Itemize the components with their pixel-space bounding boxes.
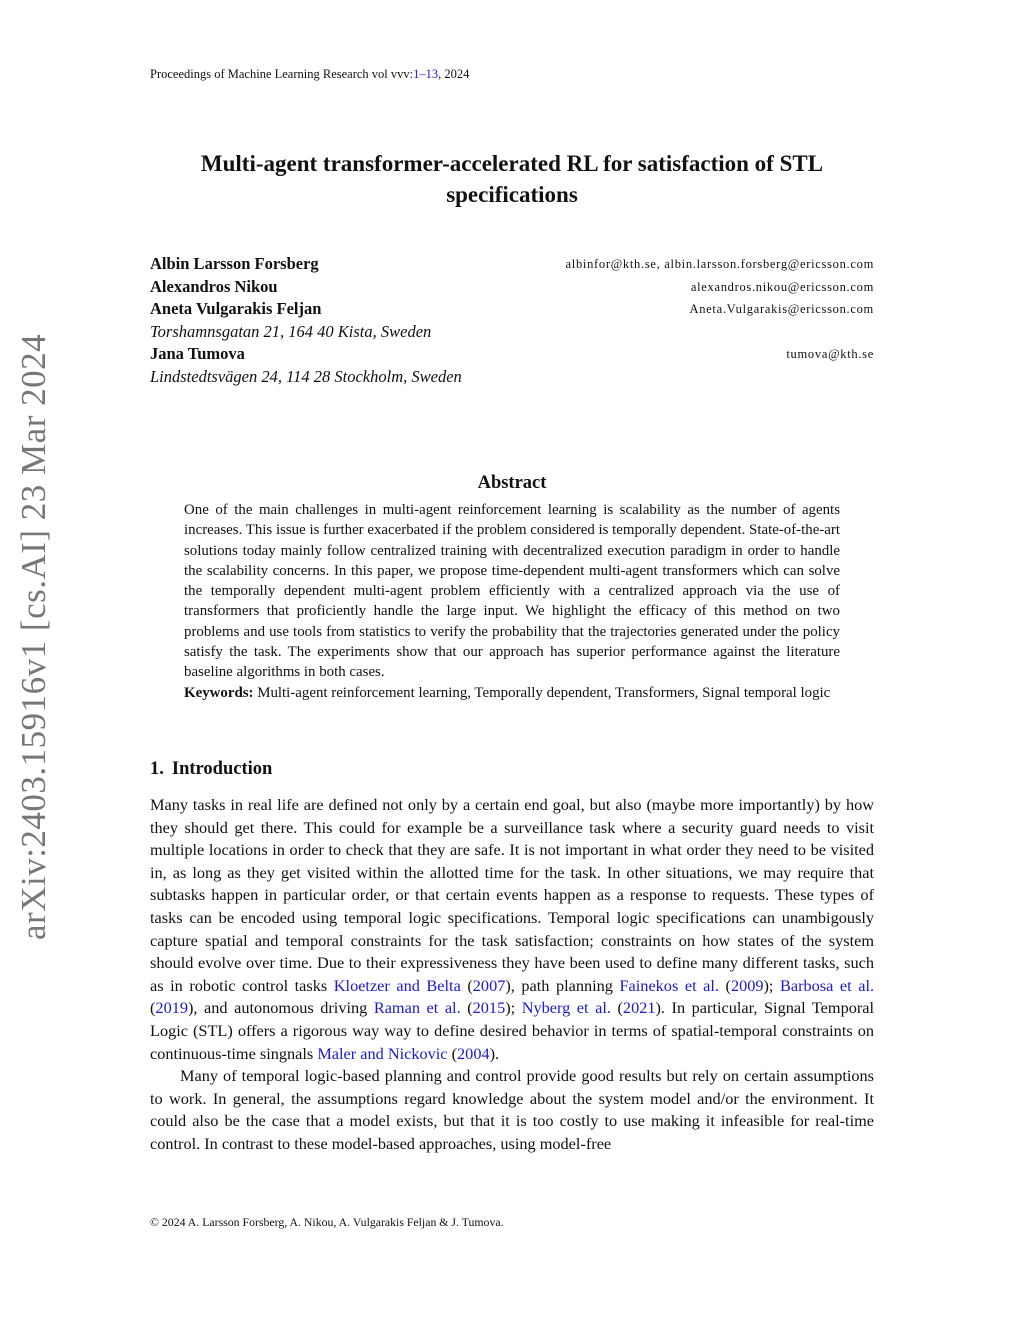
author-email: alexandros.nikou@ericsson.com: [690, 279, 874, 294]
author-email: tumova@kth.se: [786, 347, 874, 361]
citation-link[interactable]: Barbosa et al.: [780, 975, 875, 995]
abstract-heading: Abstract: [477, 473, 547, 493]
keywords-text: Multi-agent reinforcement learning, Temporally dependent, Transformers, Signal temporal logic: [257, 684, 831, 701]
citation-year-link[interactable]: 2015: [472, 998, 506, 1018]
paper-title: Multi-agent transformer-accelerated RL for satisfaction of STL specifications: [200, 151, 824, 207]
author-email: Aneta.Vulgarakis@ericsson.com: [689, 302, 874, 316]
author-block: [150, 254, 874, 389]
header-suffix: , 2024: [438, 67, 470, 81]
citation-year-link[interactable]: 2009: [730, 975, 764, 995]
affiliation: Lindstedtsvägen 24, 114 28 Stockholm, Sweden: [150, 366, 462, 386]
citation-year-link[interactable]: 2021: [622, 998, 656, 1018]
section-title: Introduction: [171, 759, 273, 779]
text-run: , path planning: [510, 975, 620, 995]
citation-link[interactable]: Maler and Nickovic: [317, 1043, 448, 1063]
citation-link[interactable]: Kloetzer and Belta: [333, 975, 461, 995]
text-run: .: [495, 1043, 500, 1063]
abstract-body: [184, 500, 840, 703]
abstract-text: One of the main challenges in multi-agent reinforcement learning is scalability as the number of agents increases. This issue is further exacerbated if the problem considered is temporally dependent. State-of-the-art solutions today mainly follow centralized training with decentralized execution paradigm in order to handle the scalability concerns. In this paper, we propose time-dependent multi-agent transformers which can solve the temporally dependent multi-agent problem efficiently with a centralized approach via the use of transformers that proficiently handle the large input. We highlight the efficacy of this method on two problems and use tools from statistics to verify the probability that the trajectories generated under the policy satisfy the task. The experiments show that our approach has superior performance against the literature baseline algorithms in both cases.: [184, 502, 840, 681]
text-run: , and autonomous driving: [193, 998, 374, 1018]
section-number: 1.: [150, 759, 164, 779]
paragraph: Many tasks in real life are defined not only by a certain end goal, but also (maybe more importantly) by how they should get there. This could for example be a surveillance task where a security guard needs to visit multiple locations in order to check that they are safe. It is not important in what order they need to be visited in, as long as they get visited within the allotted time for the task. In other situations, we may require that subtasks happen in particular order, or that certain events happen as a response to requests. These types of tasks can be encoded using temporal logic specifications. Temporal logic specifications can unambigously capture spatial and temporal constraints for the task satisfaction; constraints on how states of the system should evolve over time. Due to their expressiveness they have been used to define many different tasks, such as in robotic control tasks Kloetzer and Belta (2007), path planning Fainekos et al. (2009); Barbosa et al. (2019), and autonomous driving Raman et al. (2015); Nyberg et al. (2021). In particular, Signal Temporal Logic (STL) offers a rigorous way way to define desired behavior in terms of spatial-temporal constraints on continuous-time singnals Maler and Nickovic (2004).: [150, 795, 875, 1063]
copyright-footer: © 2024 A. Larsson Forsberg, A. Nikou, A. Vulgarakis Feljan & J. Tumova.: [150, 1215, 504, 1229]
author-row: [150, 299, 874, 322]
citation-year-link[interactable]: 2019: [155, 998, 188, 1018]
text-run: . In particular, Signal Temporal Logic (STL) offers a rigorous way way to define desired behavior in terms of spatial-temporal constraints on continuous-time singnals: [150, 998, 875, 1063]
arxiv-stamp: arXiv:2403.15916v1 [cs.AI] 23 Mar 2024: [14, 333, 53, 940]
keywords: [184, 683, 840, 703]
citation-link[interactable]: Fainekos et al.: [619, 975, 719, 995]
author-email: albinfor@kth.se, albin.larsson.forsberg@ericsson.com: [565, 257, 874, 271]
paragraph: Many of temporal logic-based planning and control provide good results but rely on certain assumptions to work. In general, the assumptions regard knowledge about the system model and/or the environment. It could also be the case that a model exists, but that it is too costly to use making it infeasible for real-time control. In contrast to these model-based approaches, using model-free: [150, 1066, 874, 1153]
author-name: Alexandros Nikou: [150, 276, 278, 296]
affiliation-row: [150, 367, 874, 390]
section-heading: [150, 759, 272, 780]
running-header: [150, 67, 469, 82]
author-name: Aneta Vulgarakis Feljan: [150, 299, 322, 318]
author-row: [150, 254, 874, 277]
citation-year-link[interactable]: 2004: [457, 1043, 490, 1063]
keywords-label: Keywords:: [184, 684, 254, 701]
header-prefix: Proceedings of Machine Learning Research vol vvv:: [150, 67, 414, 81]
author-row: [150, 344, 874, 367]
author-name: Jana Tumova: [150, 344, 245, 363]
affiliation: Torshamnsgatan 21, 164 40 Kista, Sweden: [150, 321, 432, 341]
body-text: [150, 794, 874, 1156]
citation-link[interactable]: Nyberg et al.: [521, 998, 611, 1018]
header-pages-link[interactable]: 1–13: [413, 67, 439, 81]
citation-year-link[interactable]: 2007: [472, 975, 506, 995]
affiliation-row: [150, 322, 874, 345]
citation-link[interactable]: Raman et al.: [373, 998, 461, 1018]
author-name: Albin Larsson Forsberg: [150, 254, 319, 273]
text-run: Many tasks in real life are defined not only by a certain end goal, but also (maybe more importantly) by how they should get there. This could for example be a surveillance task where a security guard needs to visit multiple locations in order to check that they are safe. It is not important in what order they need to be visited in, as long as they get visited within the allotted time for the task. In other situations, we may require that subtasks happen in particular order, or that certain events happen as a response to requests. These types of tasks can be encoded using temporal logic specifications. Temporal logic specifications can unambigously capture spatial and temporal constraints for the task satisfaction; constraints on how states of the system should evolve over time. Due to their expressiveness they have been used to define many different tasks, such as in robotic control tasks: [150, 795, 874, 995]
author-row: [150, 277, 874, 300]
